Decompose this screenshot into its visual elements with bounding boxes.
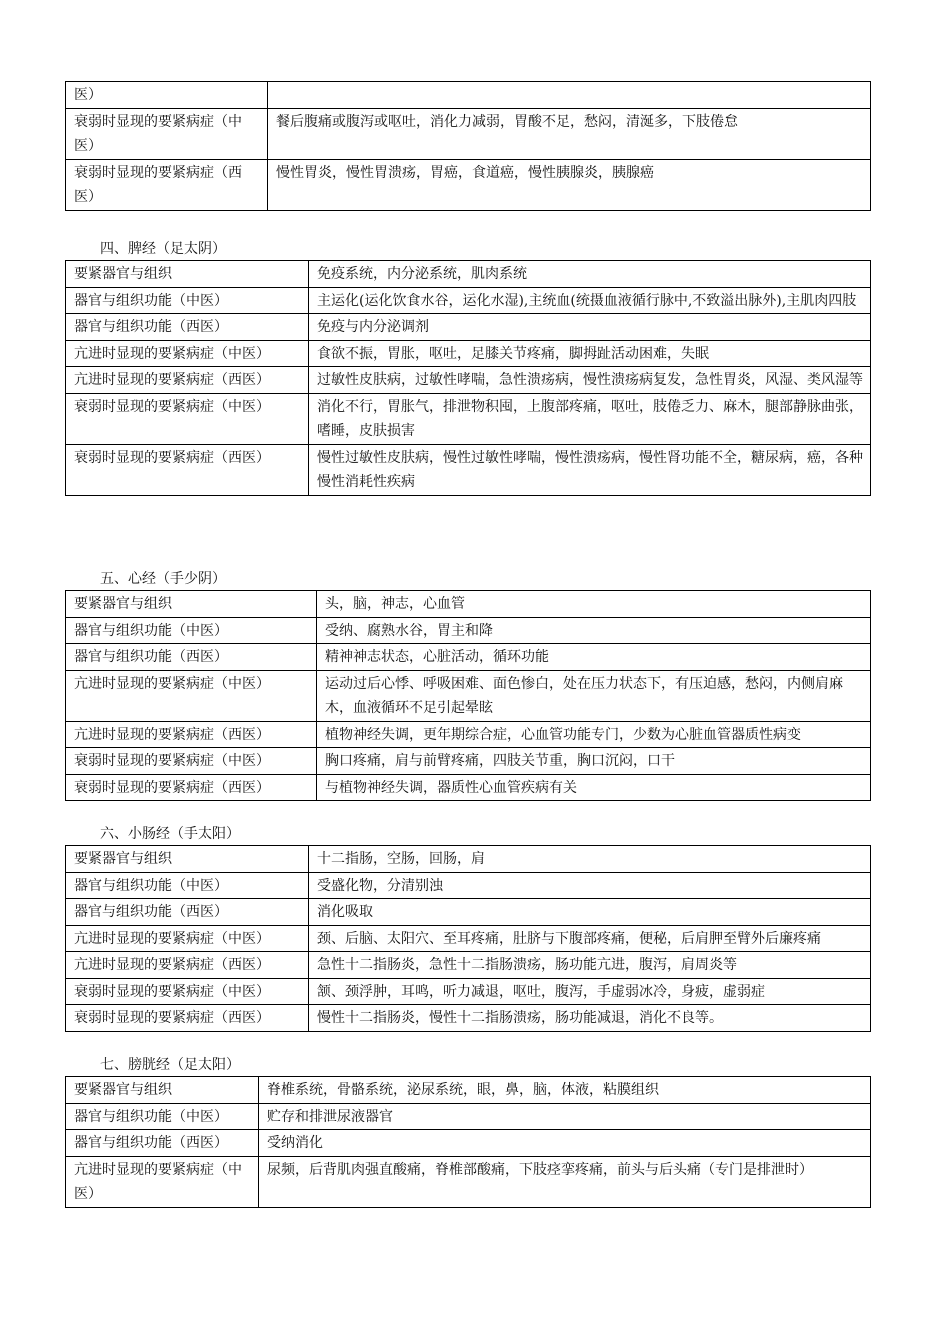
row-value: 运动过后心悸、呼吸困难、面色惨白，处在压力状态下，有压迫感，愁闷，内侧肩麻木，血液循环不足引起晕眩	[317, 670, 871, 721]
row-label: 要紧器官与组织	[66, 261, 309, 288]
row-label: 器官与组织功能（西医）	[66, 1130, 259, 1157]
row-value: 过敏性皮肤病，过敏性哮喘，急性溃疡病，慢性溃疡病复发，急性胃炎，风湿、类风湿等	[309, 367, 871, 394]
table-row	[66, 393, 871, 444]
row-label: 衰弱时显现的要紧病症（西医）	[66, 774, 317, 801]
row-value: 食欲不振，胃胀，呕吐，足膝关节疼痛，脚拇趾活动困难，失眠	[309, 340, 871, 367]
meridian-table-heart	[65, 590, 871, 801]
row-value: 尿频，后背肌肉强直酸痛，脊椎部酸痛，下肢痉挛疼痛，前头与后头痛（专门是排泄时）	[259, 1156, 871, 1207]
row-label: 亢进时显现的要紧病症（西医）	[66, 367, 309, 394]
table-row	[66, 872, 871, 899]
table-row	[66, 925, 871, 952]
row-value: 受盛化物，分清别浊	[309, 872, 871, 899]
table-row	[66, 1005, 871, 1032]
row-label: 要紧器官与组织	[66, 1077, 259, 1104]
meridian-table-spleen	[65, 260, 871, 496]
table-row	[66, 670, 871, 721]
table-row	[66, 367, 871, 394]
row-label: 医）	[66, 82, 268, 109]
section-title-spleen: 四、脾经（足太阴）	[100, 241, 226, 257]
section-title-heart: 五、心经（手少阴）	[100, 571, 226, 587]
table-row	[66, 159, 871, 210]
meridian-table-bladder	[65, 1076, 871, 1208]
meridian-table-continued	[65, 81, 871, 211]
row-label: 器官与组织功能（西医）	[66, 314, 309, 341]
row-label: 器官与组织功能（中医）	[66, 1103, 259, 1130]
table-row	[66, 1130, 871, 1157]
row-value: 消化吸取	[309, 899, 871, 926]
table-row	[66, 774, 871, 801]
row-label: 要紧器官与组织	[66, 591, 317, 618]
table-row	[66, 978, 871, 1005]
table-row	[66, 952, 871, 979]
row-value: 消化不行，胃胀气，排泄物积囤，上腹部疼痛，呕吐，肢倦乏力、麻木，腿部静脉曲张，嗜睡，皮肤损害	[309, 393, 871, 444]
section-title-small-intestine: 六、小肠经（手太阳）	[100, 826, 240, 842]
row-label: 器官与组织功能（西医）	[66, 899, 309, 926]
meridian-table-small-intestine	[65, 845, 871, 1032]
row-value: 与植物神经失调，器质性心血管疾病有关	[317, 774, 871, 801]
row-value	[268, 82, 871, 109]
row-value: 植物神经失调，更年期综合症，心血管功能专门，少数为心脏血管器质性病变	[317, 721, 871, 748]
table-row	[66, 899, 871, 926]
row-value: 慢性过敏性皮肤病，慢性过敏性哮喘，慢性溃疡病，慢性肾功能不全，糖尿病，癌，各种慢性消耗性疾病	[309, 444, 871, 495]
row-label: 衰弱时显现的要紧病症（中医）	[66, 108, 268, 159]
row-label: 亢进时显现的要紧病症（中医）	[66, 1156, 259, 1207]
row-label: 衰弱时显现的要紧病症（中医）	[66, 978, 309, 1005]
row-label: 衰弱时显现的要紧病症（中医）	[66, 393, 309, 444]
row-label: 亢进时显现的要紧病症（中医）	[66, 925, 309, 952]
row-value: 头，脑，神志，心血管	[317, 591, 871, 618]
table-row	[66, 340, 871, 367]
row-value: 餐后腹痛或腹泻或呕吐，消化力减弱，胃酸不足，愁闷，清涎多，下肢倦怠	[268, 108, 871, 159]
row-value: 受纳、腐熟水谷，胃主和降	[317, 617, 871, 644]
table-row	[66, 617, 871, 644]
table-row	[66, 1103, 871, 1130]
row-label: 衰弱时显现的要紧病症（西医）	[66, 1005, 309, 1032]
table-row	[66, 82, 871, 109]
row-value: 免疫与内分泌调剂	[309, 314, 871, 341]
table-row	[66, 1077, 871, 1104]
row-label: 衰弱时显现的要紧病症（西医）	[66, 159, 268, 210]
row-label: 器官与组织功能（中医）	[66, 872, 309, 899]
row-label: 亢进时显现的要紧病症（西医）	[66, 952, 309, 979]
table-row	[66, 721, 871, 748]
row-label: 器官与组织功能（中医）	[66, 287, 309, 314]
row-value: 贮存和排泄尿液器官	[259, 1103, 871, 1130]
row-label: 亢进时显现的要紧病症（西医）	[66, 721, 317, 748]
row-value: 精神神志状态，心脏活动，循环功能	[317, 644, 871, 671]
row-value: 急性十二指肠炎，急性十二指肠溃疡，肠功能亢进，腹泻，肩周炎等	[309, 952, 871, 979]
section-title-bladder: 七、膀胱经（足太阳）	[100, 1057, 240, 1073]
table-row	[66, 1156, 871, 1207]
row-label: 要紧器官与组织	[66, 846, 309, 873]
row-label: 器官与组织功能（中医）	[66, 617, 317, 644]
row-value: 受纳消化	[259, 1130, 871, 1157]
table-row	[66, 591, 871, 618]
table-row	[66, 108, 871, 159]
table-row	[66, 846, 871, 873]
row-label: 器官与组织功能（西医）	[66, 644, 317, 671]
row-label: 亢进时显现的要紧病症（中医）	[66, 340, 309, 367]
table-row	[66, 314, 871, 341]
row-value: 颔、颈浮肿，耳鸣，听力减退，呕吐，腹泻，手虚弱冰冷，身疲，虚弱症	[309, 978, 871, 1005]
row-value: 慢性十二指肠炎，慢性十二指肠溃疡，肠功能减退，消化不良等。	[309, 1005, 871, 1032]
row-value: 脊椎系统，骨骼系统，泌尿系统，眼，鼻，脑，体液，粘膜组织	[259, 1077, 871, 1104]
row-label: 衰弱时显现的要紧病症（西医）	[66, 444, 309, 495]
row-value: 颈、后脑、太阳穴、至耳疼痛，肚脐与下腹部疼痛，便秘，后肩胛至臂外后廉疼痛	[309, 925, 871, 952]
row-label: 衰弱时显现的要紧病症（中医）	[66, 748, 317, 775]
table-row	[66, 748, 871, 775]
row-value: 十二指肠，空肠，回肠，肩	[309, 846, 871, 873]
row-label: 亢进时显现的要紧病症（中医）	[66, 670, 317, 721]
row-value: 免疫系统，内分泌系统，肌肉系统	[309, 261, 871, 288]
table-row	[66, 261, 871, 288]
table-row	[66, 287, 871, 314]
row-value: 主运化(运化饮食水谷，运化水湿),主统血(统摄血液循行脉中,不致溢出脉外),主肌肉四肢	[309, 287, 871, 314]
table-row	[66, 644, 871, 671]
row-value: 胸口疼痛，肩与前臂疼痛，四肢关节重，胸口沉闷，口干	[317, 748, 871, 775]
table-row	[66, 444, 871, 495]
row-value: 慢性胃炎，慢性胃溃疡，胃癌，食道癌，慢性胰腺炎，胰腺癌	[268, 159, 871, 210]
